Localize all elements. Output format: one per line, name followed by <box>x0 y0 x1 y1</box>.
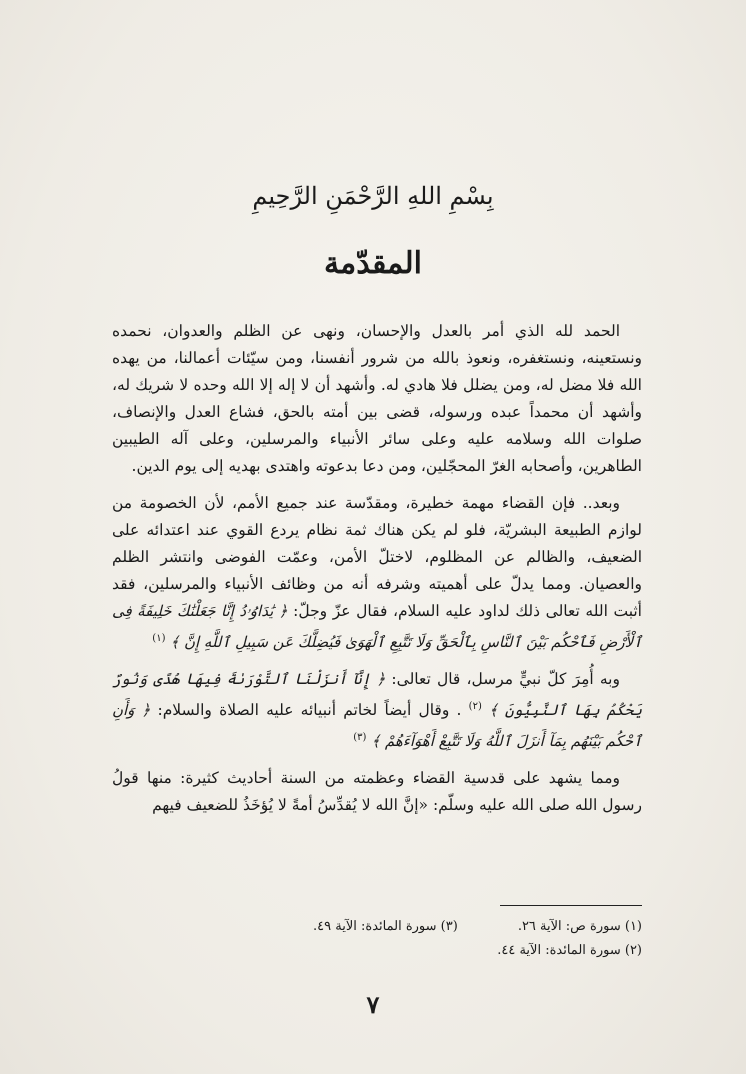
paragraph-4: ومما يشهد على قدسية القضاء وعظمته من السنة أحاديث كثيرة: منها قولُ رسول الله صلى الله عليه وسلّم: «إنَّ الله لا يُقدِّسُ أمةً لا يُؤخَذُ للضعيف فيهم <box>112 769 642 815</box>
quran-verse-1: ﴿ يَٰدَاوُۥدُ إِنَّا جَعَلْنَٰكَ خَلِيفَةً فِى ٱلْأَرْضِ فَٱحْكُم بَيْنَ ٱلنَّاسِ بِٱلْحَقِّ وَلَا تَتَّبِعِ ٱلْهَوَىٰ فَيُضِلَّكَ عَن سَبِيلِ ٱللَّهِ إِنَّ ﴾ <box>112 602 642 652</box>
footnote-2: (٢) سورة المائدة: الآية ٤٤. <box>497 943 642 958</box>
quran-verse-2: ﴿ إِنَّآ أَنزَلْنَا ٱلتَّوْرَىٰةَ فِيهَا هُدًى وَنُورٌ يَحْكُمُ بِهَا ٱلنَّبِيُّونَ ﴾ <box>112 670 642 720</box>
footnote-1: (١) سورة ص: الآية ٢٦. <box>517 919 642 934</box>
paragraph-3-mid: . وقال أيضاً لخاتم أنبيائه عليه الصلاة والسلام: <box>157 701 462 720</box>
basmala-calligraphy: بِسْمِ اللهِ الرَّحْمَنِ الرَّحِيمِ <box>252 182 494 210</box>
paragraph-2 <box>112 490 642 656</box>
main-text <box>112 318 642 829</box>
page-title: المقدّمة <box>324 246 422 281</box>
quran-verse-3: ﴿ وَأَنِ ٱحْكُم بَيْنَهُم بِمَآ أَنزَلَ ٱللَّهُ وَلَا تَتَّبِعْ أَهْوَآءَهُمْ ﴾ <box>112 701 642 751</box>
paragraph-3 <box>112 666 642 755</box>
footnote-ref-2: (٢) <box>468 701 482 713</box>
paragraph-2-text: وبعد.. فإن القضاء مهمة خطيرة، ومقدّسة عند جميع الأمم، لأن الخصومة من لوازم الطبيعة البشريّة، فلو لم يكن هناك ثمة نظام يردع القوي عند اعتدائه على الضعيف، والظالم عن المظلوم، لاختلّ الأمن، وعمّت الفوضى وانتشر الظلم والعصيان. ومما يدلّ على أهميته وشرفه أنه من وظائف الأنبياء والمرسلين، فقد أثبت الله تعالى ذلك لداود عليه السلام، فقال عزّ وجلّ: <box>112 494 642 620</box>
footnote-ref-1: (١) <box>152 633 166 644</box>
footnotes <box>112 915 642 963</box>
footnote-ref-3: (٣) <box>353 732 367 744</box>
paragraph-3-text: وبه أُمِرَ كلّ نبيٍّ مرسل، قال تعالى: <box>391 670 620 689</box>
page-number: ٧ <box>366 990 380 1019</box>
paragraph-1: الحمد لله الذي أمر بالعدل والإحسان، ونهى عن الظلم والعدوان، نحمده ونستعينه، ونستغفره، ونعوذ بالله من شرور أنفسنا، ومن سيّئات أعمالنا، من يهده الله فلا مضل له، ومن يضلل فلا هادي له. وأشهد أن لا إله إلا الله وحده لا شريك له، وأشهد أن محمداً عبده ورسوله، قضى بين أمته بالحق، فشاع العدل والإنصاف، صلوات الله وسلامه عليه وعلى سائر الأنبياء والمرسلين، وعلى آله الطيبين الطاهرين، وأصحابه الغرّ المحجّلين، ومن دعا بدعوته واهتدى بهديه إلى يوم الدين. <box>112 322 642 475</box>
footnote-3: (٣) سورة المائدة: الآية ٤٩. <box>313 919 458 934</box>
footnote-row-1 <box>112 915 642 939</box>
footnote-divider <box>500 905 642 906</box>
footnote-row-2 <box>112 939 642 963</box>
